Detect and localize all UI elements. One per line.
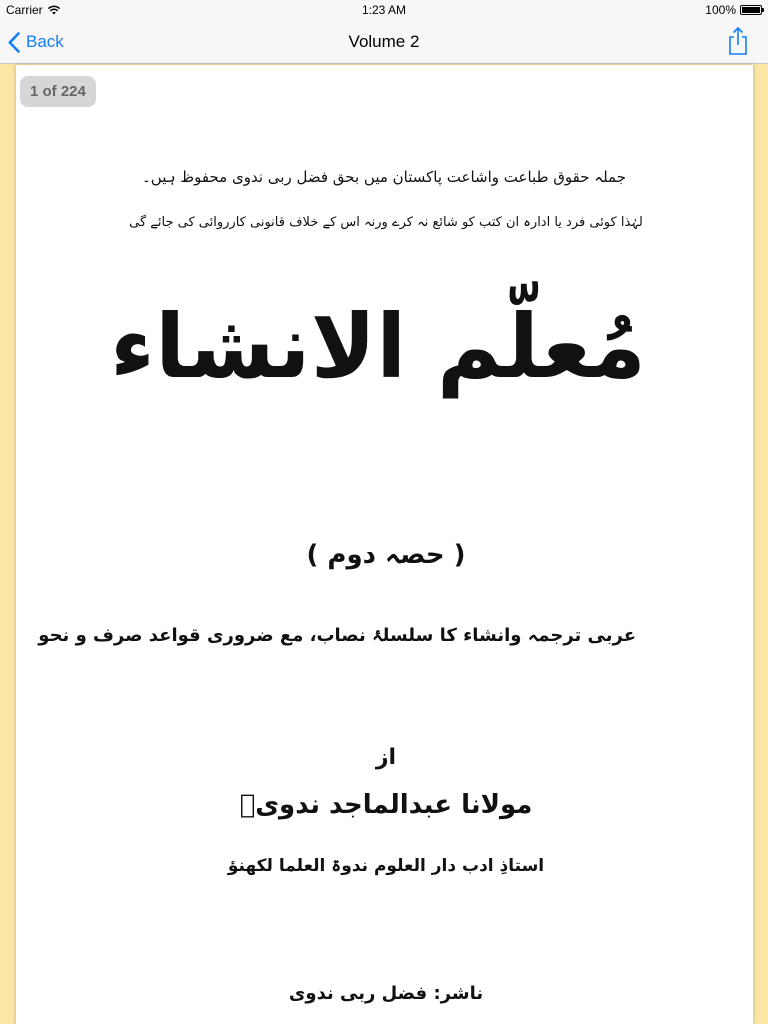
- copyright-line-2: لہٰذا کوئی فرد یا ادارہ ان کتب کو شائع نہ کرے ورنہ اس کے خلاف قانونی کارروائی کی جائے گی: [129, 215, 643, 230]
- book-subtitle: عربی ترجمہ وانشاء کا سلسلۂ نصاب، مع ضروری قواعد صرف و نحو: [38, 625, 636, 646]
- share-button[interactable]: [726, 26, 750, 56]
- author-name: مولانا عبدالماجد ندویؒ: [239, 790, 533, 820]
- battery-icon: [740, 5, 762, 15]
- author-title: استاذِ ادب دار العلوم ندوۃ العلما لکھنؤ: [227, 856, 545, 876]
- nav-title: Volume 2: [348, 32, 420, 51]
- navigation-bar: [0, 20, 768, 64]
- status-bar: [0, 0, 768, 20]
- publisher: ناشر: فضل ربی ندوی: [288, 983, 484, 1004]
- carrier-label: Carrier: [6, 3, 43, 17]
- status-right: [705, 3, 762, 17]
- page-indicator: 1 of 224: [20, 76, 96, 107]
- battery-fill: [742, 7, 760, 13]
- clock: 1:23 AM: [361, 3, 407, 17]
- part-label: ( حصہ دوم ): [306, 540, 466, 570]
- book-page[interactable]: [16, 65, 753, 1024]
- back-label: Back: [26, 32, 64, 51]
- share-icon: [726, 26, 750, 56]
- copyright-line-1: جملہ حقوق طباعت واشاعت پاکستان میں بحق فضل ربی ندوی محفوظ ہیں۔: [141, 168, 626, 186]
- battery-percent: 100%: [705, 3, 736, 17]
- book-title: مُعلّم الانشاء: [109, 295, 646, 398]
- by-label: از: [375, 745, 397, 770]
- back-button[interactable]: [8, 20, 64, 64]
- chevron-left-icon: [8, 32, 20, 53]
